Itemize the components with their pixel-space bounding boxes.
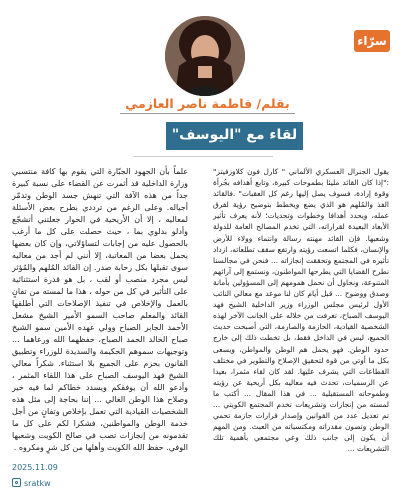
byline-underline	[120, 113, 295, 114]
logo-badge	[354, 30, 390, 52]
instagram-icon	[12, 478, 21, 487]
title-divider	[133, 156, 273, 157]
logo-text: سرّاء	[357, 34, 387, 48]
publish-date: 2025.11.09	[12, 463, 58, 472]
brand-logo[interactable]	[354, 20, 396, 68]
column-left-text: علماً بأن الجهود الجبّارة التي يقوم بها كافة منتسبي وزارة الداخلية قد أثمرت عن القضاء على نسبة كبيرة جداً من هذه الآفة التي تنهش جسد الوطن وتدمّر أجياله. وعلى الرغم من ترددي بطرح بعض الأسئلة لمعاليه ، إلا أن الأريحية في الحوار جعلتني أتشجّع وأدلو بدلوي بما ، حيث حصلت على كل ما أرغب بالحصول عليه من إجابات لتساؤلاتي، وإن كان بعضها يحمل بعضا من المعاتبة، إلا أنني لم أجد من معاليه سوى تقبلها بكل رحابة صدر. إن القائد المُلهم والمُؤثر ليس مجرد منصب أو لقب ، بل هو قدرة استثنائية على التأثير في كل من حوله ، هذا ما لمسته من تفانٍ بالعمل والإخلاص في تنفيذ الإصلاحات التي أطلقها القائد والمعلم صاحب السمو الأمير الشيخ مشعل الأحمد الجابر الصباح وولي عهده الأمين سمو الشيخ صباح الخالد الحمد الصباح، حفظهما الله ورعاهما ... وتوجيهات سموهم الحكيمة والسديدة للوزراء وتطبيق القانون بحزم على الجميع بلا استثناء. شكراً معالي الشيخ فهد اليوسف الصباح على هذا اللقاء المثمر ، وأدعو الله أن يوفقكم ويسدد خطاكم لما فيه خير وصلاح هذا الوطن الغالي ... إننا بحاجة إلى مثل هذه الشخصيات القيادية التي تعمل بإخلاص وتفانٍ من أجل خدمة الوطن والمواطنين، فشكرا لكم على كل ما تقدمونه من إنجازات تصب في صالح الكويت وشعبها الوفي. حفظ الله الكويت وأهلها من كل شرٍ ومكروه .	[12, 167, 188, 452]
author-photo	[165, 16, 245, 96]
article-column-left	[12, 166, 188, 454]
logo-dots	[369, 24, 379, 28]
article-title: لقاء مع "اليوسف"	[171, 127, 298, 143]
social-handle[interactable]	[12, 478, 51, 488]
article-column-right	[213, 166, 389, 454]
column-right-text: يقول الجنرال العسكري الألماني " كارل فون كلاوزفيتز" :"إذا كان القائد مليئا بطموحات كبيرة، وتابع أهدافه بجُرأة وقوة إرادة، فسوف يصل إليها رغم كل العقبات" .فالقائد الفذ والمُلهم هو الذي يضع ويخطط بتوضيح رؤية لفرق عمله، ويحدد أهدافا وخطوات وتحديات؛ لأنه يعرف تأثير الأبعاد البعيدة لقراراته، التي تخدم المصالح العامة للدولة وشعبها. فإن القائد مهنته رسالة وانتماء وولاء للأرض والإنسان، فكلما اتسعت رؤيته وارتفع سقف تطلعاته، ازداد تأثيره في المجتمع وتحققت إنجازاته ... فنحن في مجالسنا نطرح القضايا التي يطرحها المواطنون، ونستمع إلى آرائهم المتنوعة، ونحاول أن نحمل همومهم إلى المسؤولين بأمانة وصدق ووضوح ... قبل أيام كان لنا موعد مع معالي النائب الأول لرئيس مجلس الوزراء وزير الداخلية الشيخ فهد اليوسف الصباح، تعرفت من خلاله على الجانب الآخر لهذه الشخصية القيادية، الحازمة والصارمة، التي أصبحت حديث الجميع، ليس في الداخل فقط، بل تخطت ذلك إلى خارج حدود الوطن. فهو يحمل هم الوطن والمواطن، ويسعى بكل ما أوتي من قوة لتحقيق الإصلاح والتطوير في مختلف القطاعات التي يشرف عليها. لقد كان لقاء مثمرا، بعيدا عن الرسميات، تحدث فيه معاليه بكل أريحية عن رؤيته وطموحاته المستقبلية ... في هذا المقال ... أكتب ما لمسته من إنجازات وتشريعات تخدم المجتمع الكويتي ... تم تعديل عدد من القوانين وإصدار قرارات حازمة تحمي الوطن وتصون مقدراته ومكتسباته من العبث. ومن المهم أن يكون إلى جانب ذلك وعي مجتمعي بأهمية تلك التشريعات ...	[213, 167, 389, 454]
author-byline: بقلم/ فاطمة ناصر العازمي	[125, 96, 290, 111]
social-handle-text: sratkw	[24, 479, 51, 488]
article-title-banner	[166, 122, 303, 150]
